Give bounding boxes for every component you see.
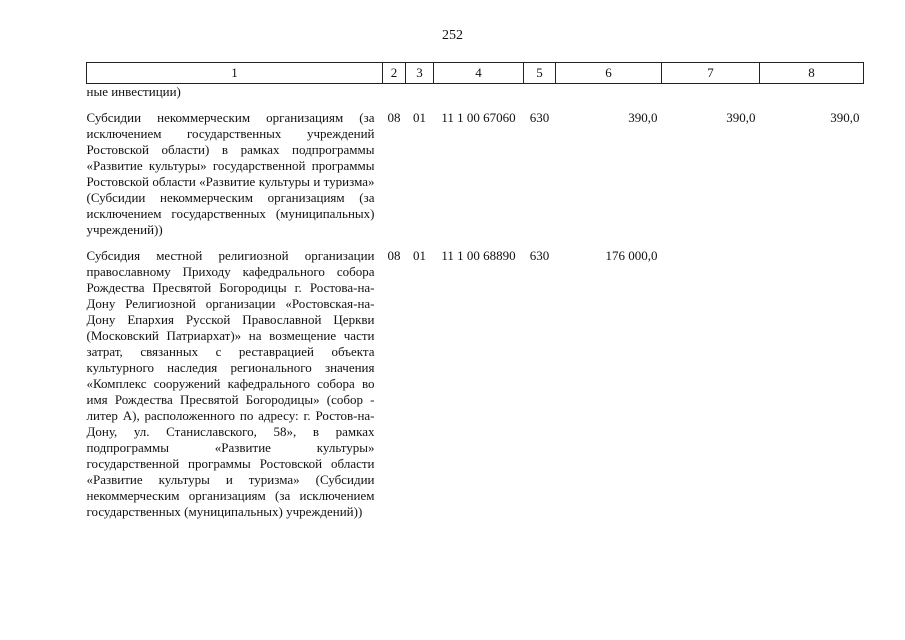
- row-amount-2: [662, 248, 760, 520]
- row-amount-1: 176 000,0: [605, 248, 658, 263]
- row-expense-type: 630: [529, 110, 550, 125]
- row-description: ные инвестиции): [86, 84, 181, 99]
- row-expense-type: [524, 84, 556, 101]
- budget-table: [86, 62, 864, 520]
- row-section: [383, 84, 406, 101]
- row-amount-3: [760, 84, 864, 101]
- col-header-4: 4: [434, 63, 524, 84]
- row-target-code: 11 1 00 67060: [441, 110, 516, 125]
- row-expense-type: 630: [529, 248, 550, 263]
- row-description: Субсидия местной религиозной организации православному Приходу кафедрального собора Рождества Пресвятой Богородицы г. Ростова-на-Дону Религиозной организации «Ростовская-на-Дону Епархия Русской Православной Церкви (Московский Патриархат)» на возмещение части затрат, связанных с реставрацией объекта культурного наследия регионального значения «Комплекс сооружений кафедрального собора во имя Рождества Пресвятой Богородицы» (собор - литер А), расположенного по адресу: г. Ростов-на-Дону, ул. Станиславского, 58», в рамках подпрограммы «Развитие культуры» государственной программы Ростовской области «Развитие культуры и туризма» (Субсидии некоммерческим организациям (за исключением государственных (муниципальных) учреждений)): [86, 248, 375, 519]
- row-subsection: [406, 84, 434, 101]
- page-number: 252: [442, 28, 463, 43]
- col-header-7: 7: [662, 63, 760, 84]
- table-row: [87, 84, 864, 101]
- row-target-code: [434, 84, 524, 101]
- col-header-8: 8: [760, 63, 864, 84]
- table-row: [87, 248, 864, 520]
- col-header-1: 1: [87, 63, 383, 84]
- col-header-3: 3: [406, 63, 434, 84]
- row-amount-3: 390,0: [830, 110, 860, 125]
- row-subsection: 01: [413, 110, 426, 125]
- header-row: [87, 63, 864, 84]
- col-header-5: 5: [524, 63, 556, 84]
- col-header-2: 2: [383, 63, 406, 84]
- row-amount-1: [556, 84, 662, 101]
- row-description: Субсидии некоммерческим организациям (за исключением государственных учреждений Ростовской области) в рамках подпрограммы «Развитие культуры» государственной программы Ростовской области «Развитие культуры и туризма» (Субсидии некоммерческим организациям (за исключением государственных (муниципальных) учреждений)): [86, 110, 375, 237]
- row-target-code: 11 1 00 68890: [441, 248, 516, 263]
- table-row: [87, 110, 864, 238]
- row-amount-2: [662, 84, 760, 101]
- row-amount-3: [760, 248, 864, 520]
- row-section: 08: [387, 110, 401, 125]
- row-section: 08: [387, 248, 401, 263]
- row-amount-2: 390,0: [726, 110, 756, 125]
- col-header-6: 6: [556, 63, 662, 84]
- row-amount-1: 390,0: [628, 110, 658, 125]
- row-subsection: 01: [413, 248, 426, 263]
